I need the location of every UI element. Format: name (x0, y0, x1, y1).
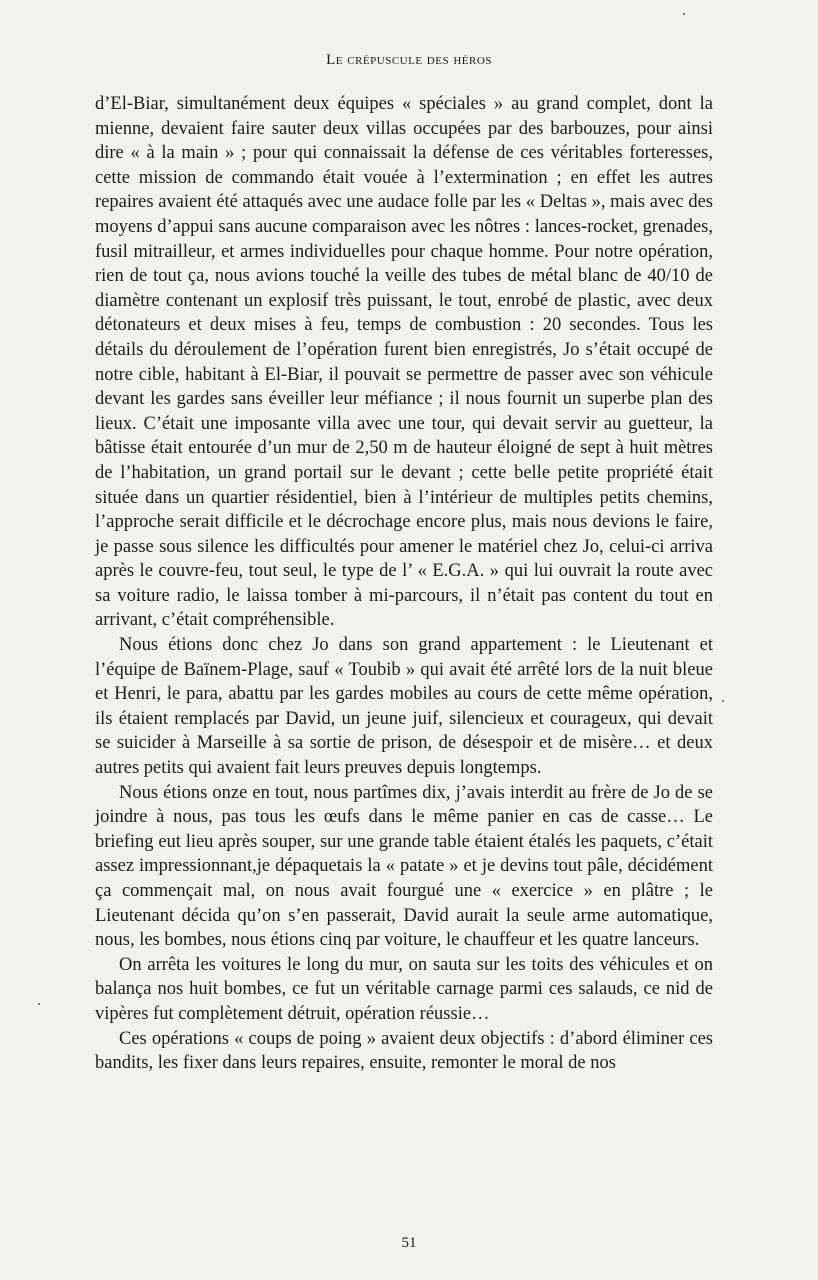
paragraph: d’El-Biar, simultanément deux équipes « spéciales » au grand complet, dont la mienne, devaient faire sauter deux villas occupées par des barbouzes, pour ainsi dire « à la main » ; pour qui connaissait la défense de ces véritables forteresses, cette mission de commando était vouée à l’extermination ; en effet les autres repaires avaient été attaqués avec une audace folle par les « Deltas », mais avec des moyens d’appui sans aucune comparaison avec les nôtres : lances-rocket, grenades, fusil mitrailleur, et armes individuelles pour chaque homme. Pour notre opération, rien de tout ça, nous avions touché la veille des tubes de métal blanc de 40/10 de diamètre contenant un explosif très puissant, le tout, enrobé de plastic, avec deux détonateurs et deux mises à feu, temps de combustion : 20 secondes. Tous les détails du déroulement de l’opération furent bien enregistrés, Jo s’était occupé de notre cible, habitant à El-Biar, il pouvait se permettre de passer avec son véhicule devant les gardes sans éveiller leur méfiance ; il nous fournit un superbe plan des lieux. C’était une imposante villa avec une tour, qui devait servir au guetteur, la bâtisse était entourée d’un mur de 2,50 m de hauteur éloigné de sept à huit mètres de l’habitation, un grand portail sur le devant ; cette belle petite propriété était située dans un quartier résidentiel, bien à l’intérieur de multiples petits chemins, l’approche serait difficile et le décrochage encore plus, mais nous devions le faire, je passe sous silence les difficultés pour amener le matériel chez Jo, celui-ci arriva après le couvre-feu, tout seul, le type de l’ « E.G.A. » qui lui ouvrait la route avec sa voiture radio, le laissa tomber à mi-parcours, il n’était pas content du tout en arrivant, c’était compréhensible. (95, 94, 713, 631)
paper-speck (38, 1003, 40, 1005)
paper-speck (722, 700, 724, 702)
paper-speck (683, 13, 685, 15)
body-text (95, 92, 713, 1076)
running-head: Le crépuscule des héros (326, 52, 492, 68)
paragraph: Ces opérations « coups de poing » avaient deux objectifs : d’abord éliminer ces bandits, les fixer dans leurs repaires, ensuite, remonter le moral de nos (95, 1028, 713, 1074)
page-number: 51 (401, 1235, 417, 1251)
paragraph: Nous étions donc chez Jo dans son grand appartement : le Lieutenant et l’équipe de Baïnem-Plage, sauf « Toubib » qui avait été arrêté lors de la nuit bleue et Henri, le para, abattu par les gardes mobiles au cours de cette même opération, ils étaient remplacés par David, un jeune juif, silencieux et courageux, qui devait se suicider à Marseille à sa sortie de prison, de désespoir et de misère… et deux autres petits qui avaient fait leurs preuves depuis longtemps. (95, 635, 713, 779)
paragraph: On arrêta les voitures le long du mur, on sauta sur les toits des véhicules et on balança nos huit bombes, ce fut un véritable carnage parmi ces salauds, ce nid de vipères fut complètement détruit, opération réussie… (95, 954, 713, 1024)
paragraph: Nous étions onze en tout, nous partîmes dix, j’avais interdit au frère de Jo de se joindre à nous, pas tous les œufs dans le même panier en cas de casse… Le briefing eut lieu après souper, sur une grande table étaient étalés les paquets, c’était assez impressionnant,je dépaquetais la « patate » et je devins tout pâle, décidément ça commençait mal, on nous avait fourgué une « exercice » en plâtre ; le Lieutenant décida qu’on s’en passerait, David aurait la seule arme automatique, nous, les bombes, nous étions cinq par voiture, le chauffeur et les quatre lanceurs. (95, 782, 713, 951)
